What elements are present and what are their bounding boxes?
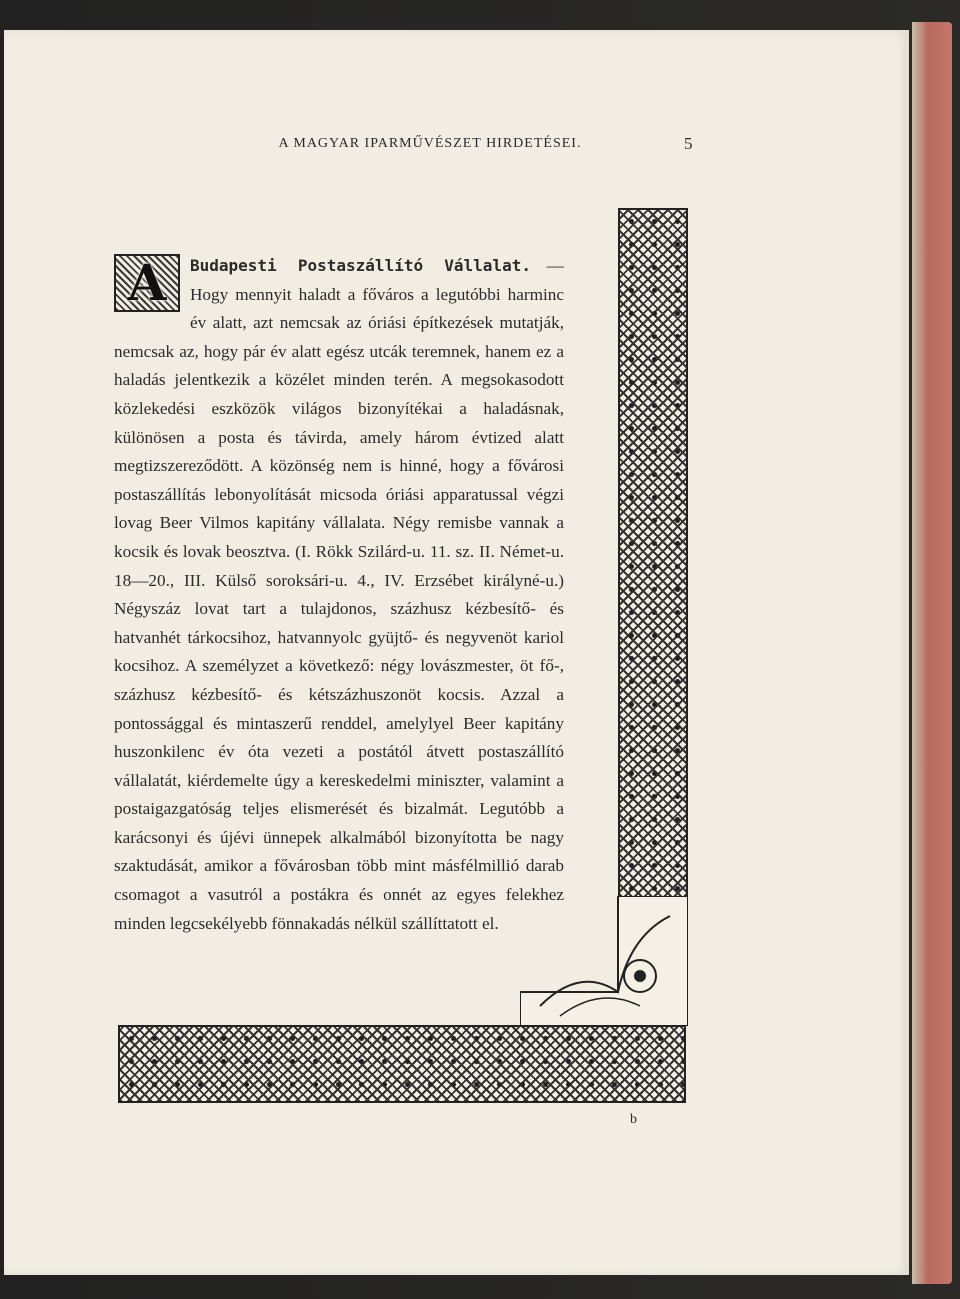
ornamental-corner-flourish [520, 896, 688, 1026]
ornamental-dropcap [114, 254, 180, 312]
ornamental-border-horizontal [118, 1025, 686, 1103]
signature-mark: b [630, 1112, 637, 1127]
ornamental-border-vertical [618, 208, 688, 898]
running-header: A MAGYAR IPARMŰVÉSZET HIRDETÉSEI. [278, 136, 582, 151]
page-edge [912, 22, 952, 1284]
page-number: 5 [684, 134, 693, 153]
article-text [114, 252, 564, 938]
article-body: — Hogy mennyit haladt a főváros a legutóbbi harminc év alatt, azt nemcsak az óriási építkezések mutatják, nemcsak az, hogy pár év alatt egész utcák teremnek, hanem ez a haladás jelentkezik a közélet minden terén. A megsokasodott közlekedési eszközök világos bizonyítékai a haladásnak, különösen a posta és távirda, amely három évtized alatt megtizszereződött. A közönség nem is hinné, hogy a fővárosi postaszállítás lebonyolítását micsoda óriási apparatussal végzi lovag Beer Vilmos kapitány vállalata. Négy remisbe vannak a kocsik és lovak beosztva. (I. Rökk Szilárd-u. 11. sz. II. Német-u. 18—20., III. Külső soroksári-u. 4., IV. Erzsébet királyné-u.) Négyszáz lovat tart a tulajdonos, százhusz kézbesítő- és hatvanhét tárkocsihoz, hatvannyolc gyüjtő- és negyvenöt kariol kocsihoz. A személyzet a következő: négy lovászmester, öt fő-, százhusz kézbesítő- és kétszázhuszonöt kocsis. Azzal a pontossággal és mintaszerű renddel, amelylyel Beer kapitány huszonkilenc év óta vezeti a postától átvett postaszállító vállalatát, kiérdemelte úgy a kereskedelmi miniszter, valamint a postaigazgatóság teljes elismerését és bizalmát. Legutóbb a karácsonyi és újévi ünnepek alkalmából bizonyította be nagy szaktudását, amikor a fővárosban több mint másfélmillió darab csomagot a vasutról a postákra és onnét az egyes felekhez minden legcsekélyebb fönnakadás nélkül szállíttatott el. [114, 256, 564, 933]
article-title: Budapesti Postaszállító Vállalat. [190, 256, 531, 275]
dropcap-letter: A [127, 252, 167, 312]
